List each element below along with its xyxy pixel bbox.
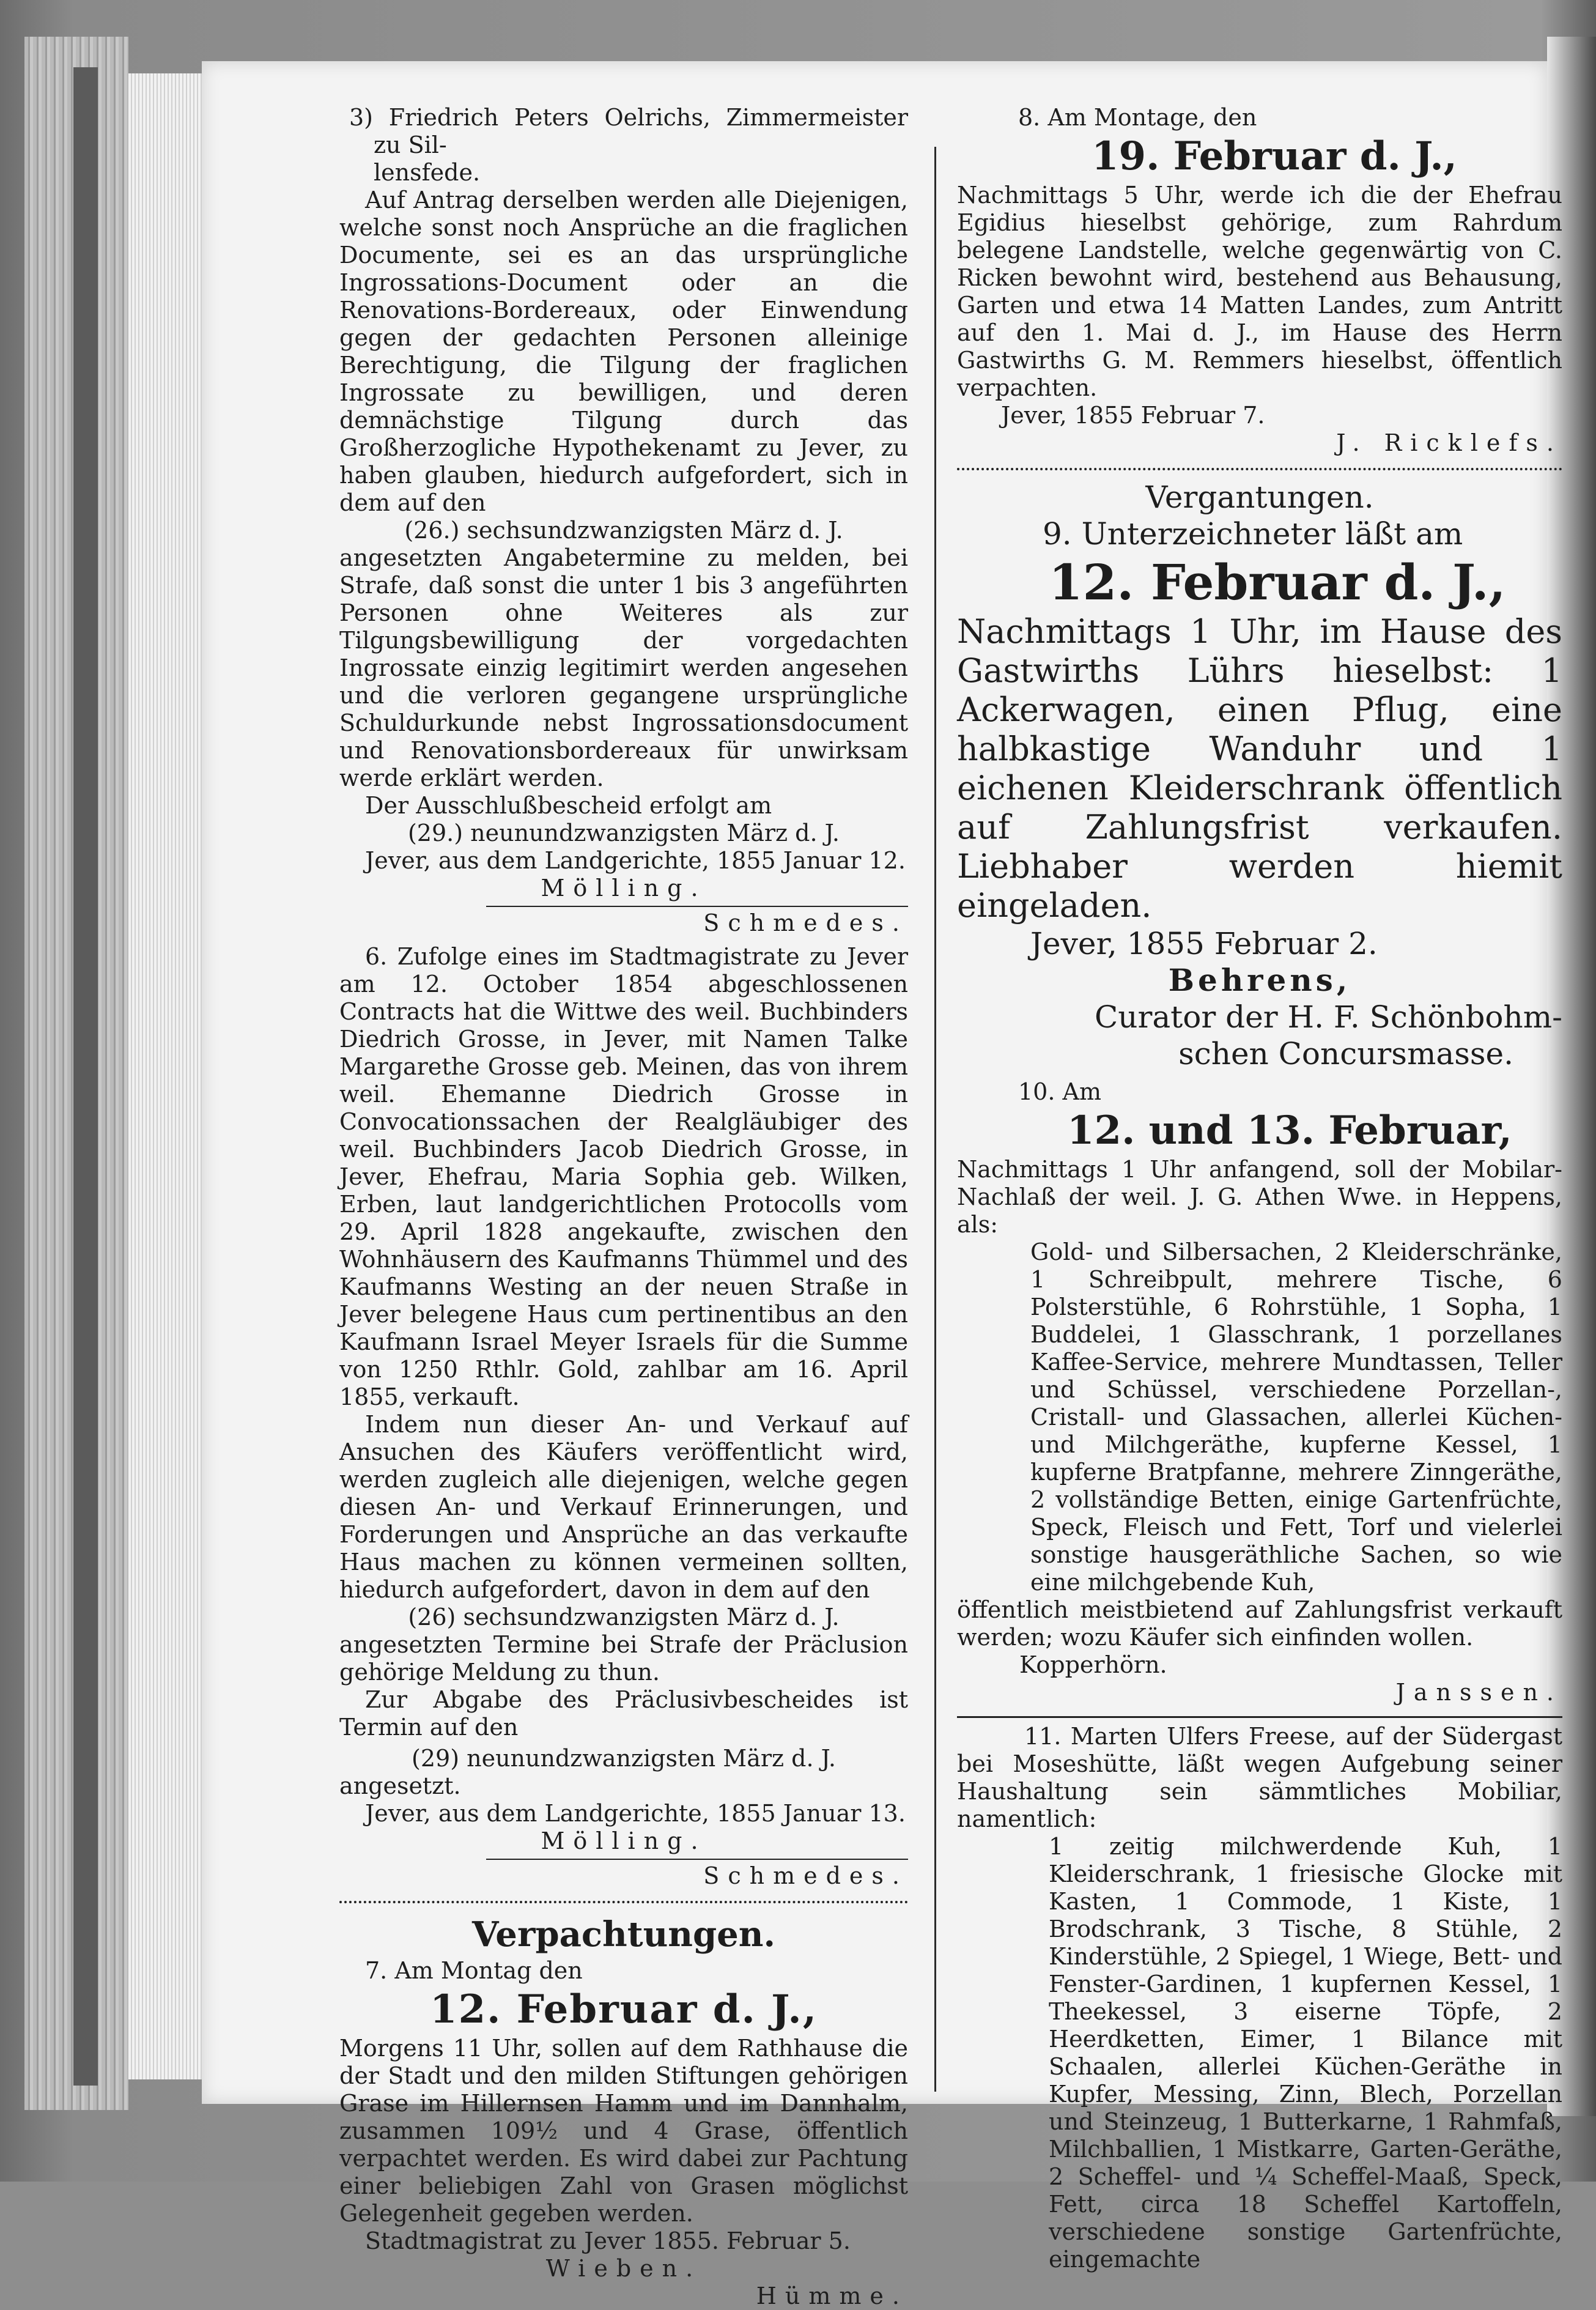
- para-indem: Indem nun dieser An- und Verkauf auf Ansuchen des Käufers veröffentlicht wird, werden zugleich alle diejenigen, welche gegen diesen An- und Verkauf Erinnerungen, und Forderungen und Ansprüche an das verkaufte Haus machen zu können vermeinen sollten, hiedurch aufgefordert, davon in dem auf den: [339, 1411, 908, 1603]
- kopperhorn-dateline: Kopperhörn.: [1019, 1651, 1167, 1678]
- date-29-second: (29) neunundzwanzigsten März d. J.: [412, 1745, 836, 1772]
- curator-line-2: schen Concursmasse.: [1178, 1036, 1513, 1072]
- item10-intro: 10. Am: [1018, 1078, 1101, 1105]
- date-26-first: (26.) sechsundzwanzigsten März d. J.: [404, 517, 843, 544]
- heading-verpachtungen: Verpachtungen.: [472, 1914, 775, 1955]
- signature-schmedes-1: Schmedes.: [703, 909, 908, 936]
- para-antrag: Auf Antrag derselben werden alle Diejenigen, welche sonst noch Ansprüche an die fraglichen Documente, sei es an das ursprüngliche Ingrossations-Document oder an die Renovations-Bordereaux, oder Einwendung gegen der gedachten Personen alleinige Berechtigung, die Tilgung der fraglichen Ingrossate zu bewilligen, und deren demnächstige Tilgung durch das Großherzogliche Hypothekenamt zu Jever, zu haben glauben, hiedurch aufgefordert, sich in dem auf den: [339, 187, 908, 516]
- item10-list: Gold- und Silbersachen, 2 Kleiderschränke, 1 Schreibpult, mehrere Tische, 6 Polsterstühle, 6 Rohrstühle, 1 Sopha, 1 Buddelei, 1 Glasschrank, 1 porzellanes Kaffee-Service, mehrere Mundtassen, Teller und Schüssel, verschiedene Porzellan-, Cristall- und Glassachen, allerlei Küchen- und Milchgeräthe, kupferne Kessel, 1 kupferne Bratpfanne, mehrere Zinngeräthe, 2 vollständige Betten, einige Gartenfrüchte, Speck, Fleisch und Fett, Torf und vielerlei sonstige hausgeräthliche Sachen, so wie eine milchgebende Kuh,: [1030, 1238, 1562, 1596]
- left-column: [339, 104, 908, 2310]
- section-divider-left: [339, 1901, 908, 1903]
- signature-molling-1: Mölling.: [541, 875, 707, 901]
- jever-dateline-1: Jever, aus dem Landgerichte, 1855 Januar 12.: [365, 847, 906, 874]
- item7-intro: 7. Am Montag den: [365, 1957, 583, 1984]
- para-termine: angesetzten Termine bei Strafe der Präclusion gehörige Meldung zu thun.: [339, 1631, 908, 1686]
- para-angesetzten: angesetzten Angabetermine zu melden, bei Strafe, daß sonst die unter 1 bis 3 angeführten Personen ohne Weiteres als zur Tilgungsbewilligung der vorgedachten Ingrossate einzig legitimirt werden angesehen und die verloren gegangene ursprüngliche Schuldurkunde nebst Ingrossationsdocument und Renovationsbordereaux für unwirksam werde erklärt werden.: [339, 544, 908, 791]
- item11-text: 11. Marten Ulfers Freese, auf der Südergast bei Moseshütte, läßt wegen Aufgebung seiner Haushaltung sein sämmtliches Mobiliar, namentlich:: [957, 1723, 1562, 1832]
- item10-text: Nachmittags 1 Uhr anfangend, soll der Mobilar-Nachlaß der weil. J. G. Athen Wwe. in Heppens, als:: [957, 1156, 1562, 1238]
- signature-ricklefs: J. Ricklefs.: [1336, 429, 1562, 456]
- signature-rule-2: [486, 1859, 908, 1860]
- signature-janssen: Janssen.: [1395, 1679, 1562, 1706]
- angesetzt-text: angesetzt.: [339, 1772, 461, 1799]
- item11-rule: [957, 1716, 1562, 1718]
- date-26-second: (26) sechsundzwanzigsten März d. J.: [408, 1604, 840, 1631]
- item7-text: Morgens 11 Uhr, sollen auf dem Rathhause die der Stadt und den milden Stiftungen gehörigen Grase im Hillernsen Hamm und im Dannhalm, zusammen 109½ und 4 Grase, öffentlich verpachtet werden. Es wird dabei zur Pachtung einer beliebigen Zahl von Grasen möglichst Gelegenheit gegeben werden.: [339, 2035, 908, 2227]
- stadtmagistrat-dateline: Stadtmagistrat zu Jever 1855. Februar 5.: [365, 2227, 851, 2254]
- signature-schmedes-2: Schmedes.: [703, 1862, 908, 1889]
- para-abgabe: Zur Abgabe des Präclusivbescheides ist Termin auf den: [339, 1686, 908, 1741]
- signature-behrens: Behrens,: [1168, 962, 1351, 998]
- signature-humme: Hümme.: [756, 2282, 908, 2309]
- right-column: [957, 104, 1562, 2273]
- item8-intro: 8. Am Montage, den: [1018, 104, 1257, 131]
- item10-date: 12. und 13. Februar,: [1067, 1108, 1512, 1153]
- item6-text: 6. Zufolge eines im Stadtmagistrate zu Jever am 12. October 1854 abgeschlossenen Contracts hat die Wittwe des weil. Buchbinders Diedrich Grosse, in Jever, mit Namen Talke Margarethe Grosse geb. Meinen, das von ihrem weil. Ehemanne Diedrich Grosse in Convocationssachen der Realgläubiger des weil. Buchbinders Jacob Diedrich Grosse, in Jever, Ehefrau, Maria Sophia geb. Wilken, Erben, laut landgerichtlichen Protocolls vom 29. April 1828 angekaufte, zwischen den Wohnhäusern des Kaufmanns Thümmel und des Kaufmanns Westing an der neuen Straße in Jever belegene Haus cum pertinentibus an den Kaufmann Israel Meyer Israels für die Summe von 1250 Rthlr. Gold, zahlbar am 16. April 1855, verkauft.: [339, 943, 908, 1410]
- item3-line2: lensfede.: [374, 159, 481, 186]
- date-29-first: (29.) neunundzwanzigsten März d. J.: [407, 820, 840, 846]
- curator-line-1: Curator der H. F. Schönbohm-: [1094, 999, 1562, 1035]
- section-divider-right: [957, 468, 1562, 470]
- binding-spine-shadow: [73, 67, 98, 2086]
- signature-molling-2: Mölling.: [541, 1827, 707, 1854]
- page-edges: [128, 73, 202, 2079]
- item8-text: Nachmittags 5 Uhr, werde ich die der Ehefrau Egidius hieselbst gehörige, zum Rahrdum belegene Landstelle, welche gegenwärtig von C. Ricken bewohnt wird, bestehend aus Behausung, Garten und etwa 14 Matten Landes, zum Antritt auf den 1. Mai d. J., im Hause des Herrn Gastwirths G. M. Remmers hieselbst, öffentlich verpachten.: [957, 182, 1562, 401]
- item11-list: 1 zeitig milchwerdende Kuh, 1 Kleiderschrank, 1 friesische Glocke mit Kasten, 1 Commode, 1 Kiste, 1 Brodschrank, 3 Tische, 8 Stühle, 2 Kinderstühle, 2 Spiegel, 1 Wiege, Bett- und Fenster-Gardinen, 1 kupfernen Kessel, 1 Theekessel, 3 eiserne Töpfe, 2 Heerdketten, Eimer, 1 Bilance mit Schaalen, allerlei Küchen-Geräthe in Kupfer, Messing, Zinn, Blech, Porzellan und Steinzeug, 1 Butterkarne, 1 Rahmfaß, Milchballien, 1 Mistkarre, Garten-Geräthe, 2 Scheffel- und ¼ Scheffel-Maaß, Speck, Fett, circa 18 Scheffel Kartoffeln, verschiedene sonstige Gartenfrüchte, eingemachte: [1049, 1833, 1562, 2273]
- item10-tail: öffentlich meistbietend auf Zahlungsfrist verkauft werden; wozu Käufer sich einfinden wollen.: [957, 1596, 1562, 1651]
- item9-date: 12. Februar d. J.,: [1049, 553, 1506, 611]
- item7-date: 12. Februar d. J.,: [430, 1986, 818, 2032]
- item8-date: 19. Februar d. J.,: [1092, 133, 1457, 179]
- signature-wieben: Wieben.: [545, 2255, 702, 2282]
- column-divider: [934, 147, 936, 2092]
- heading-vergantungen: Vergantungen.: [1145, 479, 1374, 515]
- jever-dateline-3: Jever, 1855 Februar 7.: [1001, 402, 1265, 429]
- signature-rule-1: [486, 906, 908, 907]
- jever-dateline-2: Jever, aus dem Landgerichte, 1855 Januar 13.: [365, 1800, 906, 1827]
- jever-dateline-4: Jever, 1855 Februar 2.: [1030, 926, 1378, 961]
- item9-intro: 9. Unterzeichneter läßt am: [1043, 516, 1463, 552]
- item9-text: Nachmittags 1 Uhr, im Hause des Gastwirths Lührs hieselbst: 1 Ackerwagen, einen Pflug, eine halbkastige Wanduhr und 1 eichenen Kleiderschrank öffentlich auf Zahlungsfrist verkaufen. Liebhaber werden hiemit eingeladen.: [957, 612, 1562, 925]
- item3-line1: 3) Friedrich Peters Oelrichs, Zimmermeister zu Sil-: [349, 104, 908, 158]
- ausschluss-text: Der Ausschlußbescheid erfolgt am: [365, 792, 772, 819]
